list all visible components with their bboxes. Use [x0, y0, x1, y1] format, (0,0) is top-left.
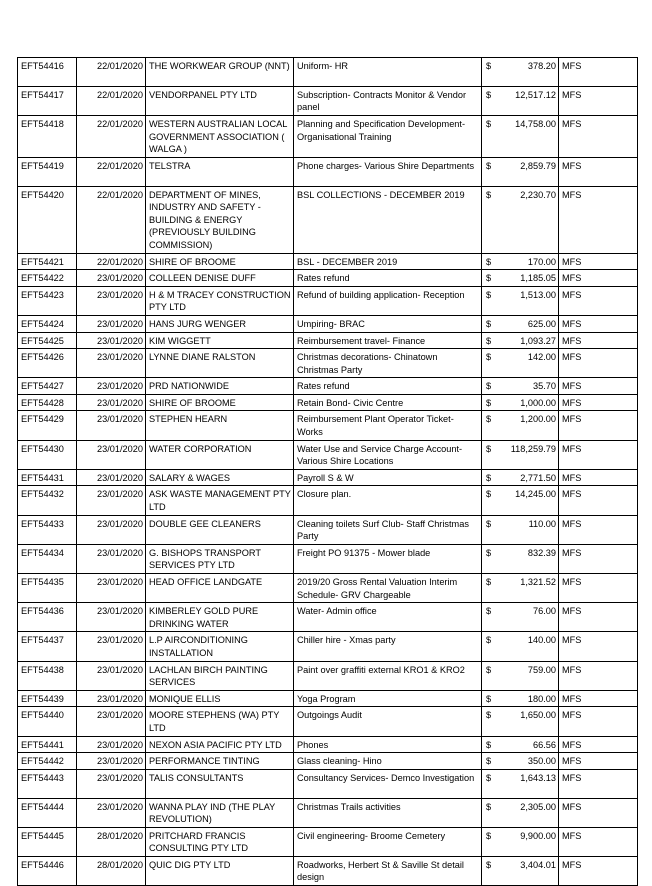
currency-symbol: $ — [486, 381, 492, 392]
payment-description: Reimbursement Plant Operator Ticket- Works — [294, 411, 482, 440]
payment-fund: MFS — [559, 856, 638, 885]
payee-name: WATER CORPORATION — [146, 440, 294, 469]
payment-fund: MFS — [559, 769, 638, 798]
payment-fund: MFS — [559, 378, 638, 395]
payment-date: 23/01/2020 — [77, 736, 146, 753]
payment-date: 23/01/2020 — [77, 661, 146, 690]
currency-symbol: $ — [486, 472, 492, 483]
table-row — [18, 798, 638, 827]
payee-name: COLLEEN DENISE DUFF — [146, 270, 294, 287]
table-row — [18, 574, 638, 603]
payment-ref: EFT54439 — [18, 690, 77, 707]
payee-name: KIMBERLEY GOLD PURE DRINKING WATER — [146, 603, 294, 632]
amount-value: 1,321.52 — [520, 577, 556, 587]
payment-date: 23/01/2020 — [77, 394, 146, 411]
amount-value: 378.20 — [527, 61, 556, 71]
payment-description: Consultancy Services- Demco Investigation — [294, 769, 482, 798]
table-row — [18, 632, 638, 661]
payee-name: LYNNE DIANE RALSTON — [146, 349, 294, 378]
payment-description: Cleaning toilets Surf Club- Staff Christmas Party — [294, 515, 482, 544]
payment-amount — [482, 469, 559, 486]
amount-value: 35.70 — [533, 381, 556, 392]
amount-value: 2,230.70 — [520, 189, 556, 200]
payment-date: 23/01/2020 — [77, 469, 146, 486]
amount-value: 14,245.00 — [515, 489, 556, 500]
payment-amount — [482, 827, 559, 856]
payee-name: SHIRE OF BROOME — [146, 253, 294, 270]
payment-description: Outgoings Audit — [294, 707, 482, 736]
amount-value: 12,517.12 — [515, 89, 556, 100]
payment-ref: EFT54434 — [18, 544, 77, 573]
payee-name: MONIQUE ELLIS — [146, 690, 294, 707]
currency-symbol: $ — [486, 160, 492, 171]
payment-amount — [482, 270, 559, 287]
payee-name: H & M TRACEY CONSTRUCTION PTY LTD — [146, 286, 294, 315]
payment-description: Christmas decorations- Chinatown Christmas Party — [294, 349, 482, 378]
payment-ref: EFT54444 — [18, 798, 77, 827]
table-row — [18, 286, 638, 315]
amount-value: 1,643.13 — [520, 772, 556, 783]
currency-symbol: $ — [486, 693, 492, 704]
payment-ref: EFT54424 — [18, 315, 77, 332]
table-row — [18, 253, 638, 270]
table-row — [18, 736, 638, 753]
payment-fund: MFS — [559, 86, 638, 115]
currency-symbol: $ — [486, 118, 492, 129]
payment-ref: EFT54417 — [18, 86, 77, 115]
amount-value: 832.39 — [527, 547, 556, 558]
payment-fund: MFS — [559, 349, 638, 378]
payment-fund: MFS — [559, 707, 638, 736]
payment-fund: MFS — [559, 603, 638, 632]
payment-date: 23/01/2020 — [77, 603, 146, 632]
amount-value: 110.00 — [528, 518, 556, 529]
payment-date: 23/01/2020 — [77, 707, 146, 736]
table-row — [18, 157, 638, 186]
table-row — [18, 690, 638, 707]
payment-date: 22/01/2020 — [77, 58, 146, 87]
amount-value: 1,093.27 — [520, 335, 556, 346]
table-row — [18, 469, 638, 486]
currency-symbol: $ — [486, 414, 492, 425]
payment-description: Freight PO 91375 - Mower blade — [294, 544, 482, 573]
amount-value: 9,900.00 — [520, 830, 556, 841]
payment-ref: EFT54429 — [18, 411, 77, 440]
currency-symbol: $ — [486, 518, 492, 529]
payment-fund: MFS — [559, 394, 638, 411]
payment-amount — [482, 632, 559, 661]
payment-date: 22/01/2020 — [77, 86, 146, 115]
payment-date: 22/01/2020 — [77, 157, 146, 186]
amount-value: 170.00 — [527, 256, 556, 267]
table-row — [18, 411, 638, 440]
table-row — [18, 394, 638, 411]
payment-fund: MFS — [559, 798, 638, 827]
table-row — [18, 753, 638, 770]
payee-name: PRITCHARD FRANCIS CONSULTING PTY LTD — [146, 827, 294, 856]
payment-ref: EFT54418 — [18, 115, 77, 157]
currency-symbol: $ — [486, 273, 492, 284]
payment-amount — [482, 661, 559, 690]
amount-value: 1,185.05 — [520, 273, 556, 284]
currency-symbol: $ — [486, 61, 492, 71]
payment-fund: MFS — [559, 115, 638, 157]
payment-amount — [482, 798, 559, 827]
payment-date: 23/01/2020 — [77, 315, 146, 332]
currency-symbol: $ — [486, 664, 492, 675]
payment-ref: EFT54438 — [18, 661, 77, 690]
payment-amount — [482, 186, 559, 253]
amount-value: 350.00 — [527, 756, 556, 767]
payment-ref: EFT54423 — [18, 286, 77, 315]
payment-date: 28/01/2020 — [77, 827, 146, 856]
payee-name: TALIS CONSULTANTS — [146, 769, 294, 798]
payments-table — [17, 57, 638, 886]
payment-amount — [482, 574, 559, 603]
payment-ref: EFT54442 — [18, 753, 77, 770]
currency-symbol: $ — [486, 289, 492, 300]
payment-fund: MFS — [559, 315, 638, 332]
currency-symbol: $ — [486, 335, 492, 346]
payment-description: Rates refund — [294, 270, 482, 287]
payment-description: Civil engineering- Broome Cemetery — [294, 827, 482, 856]
payment-date: 23/01/2020 — [77, 632, 146, 661]
amount-value: 76.00 — [533, 606, 556, 617]
payment-amount — [482, 315, 559, 332]
table-row — [18, 603, 638, 632]
amount-value: 2,305.00 — [520, 801, 556, 812]
currency-symbol: $ — [486, 710, 492, 721]
payment-fund: MFS — [559, 186, 638, 253]
payment-amount — [482, 707, 559, 736]
table-row — [18, 332, 638, 349]
table-row — [18, 486, 638, 515]
payment-fund: MFS — [559, 753, 638, 770]
payment-fund: MFS — [559, 253, 638, 270]
payment-fund: MFS — [559, 515, 638, 544]
payment-amount — [482, 515, 559, 544]
payment-amount — [482, 86, 559, 115]
payment-date: 23/01/2020 — [77, 690, 146, 707]
currency-symbol: $ — [486, 489, 492, 500]
table-row — [18, 186, 638, 253]
payment-description: Planning and Specification Development- Organisational Training — [294, 115, 482, 157]
payee-name: L.P AIRCONDITIONING INSTALLATION — [146, 632, 294, 661]
payment-amount — [482, 411, 559, 440]
payment-ref: EFT54446 — [18, 856, 77, 885]
payment-description: BSL - DECEMBER 2019 — [294, 253, 482, 270]
payment-amount — [482, 440, 559, 469]
currency-symbol: $ — [486, 397, 492, 408]
payment-amount — [482, 603, 559, 632]
currency-symbol: $ — [486, 606, 492, 617]
table-row — [18, 58, 638, 87]
payment-ref: EFT54420 — [18, 186, 77, 253]
payment-description: Reimbursement travel- Finance — [294, 332, 482, 349]
payment-description: Uniform- HR — [294, 58, 482, 87]
currency-symbol: $ — [486, 352, 492, 363]
payment-amount — [482, 253, 559, 270]
payment-ref: EFT54427 — [18, 378, 77, 395]
payee-name: DOUBLE GEE CLEANERS — [146, 515, 294, 544]
payment-description: Subscription- Contracts Monitor & Vendor panel — [294, 86, 482, 115]
payment-date: 23/01/2020 — [77, 544, 146, 573]
payment-date: 23/01/2020 — [77, 440, 146, 469]
payment-amount — [482, 349, 559, 378]
payment-ref: EFT54441 — [18, 736, 77, 753]
payee-name: QUIC DIG PTY LTD — [146, 856, 294, 885]
table-row — [18, 856, 638, 885]
table-row — [18, 515, 638, 544]
table-row — [18, 440, 638, 469]
payment-amount — [482, 544, 559, 573]
payment-fund: MFS — [559, 736, 638, 753]
payment-amount — [482, 286, 559, 315]
payment-amount — [482, 332, 559, 349]
payment-description: Umpiring- BRAC — [294, 315, 482, 332]
table-row — [18, 270, 638, 287]
amount-value: 180.00 — [527, 693, 556, 704]
payment-amount — [482, 157, 559, 186]
payee-name: LACHLAN BIRCH PAINTING SERVICES — [146, 661, 294, 690]
payment-description: Rates refund — [294, 378, 482, 395]
payment-date: 23/01/2020 — [77, 798, 146, 827]
amount-value: 118,259.79 — [510, 443, 556, 454]
payment-amount — [482, 58, 559, 87]
payee-name: ASK WASTE MANAGEMENT PTY LTD — [146, 486, 294, 515]
payee-name: SHIRE OF BROOME — [146, 394, 294, 411]
currency-symbol: $ — [486, 772, 492, 783]
payment-date: 23/01/2020 — [77, 574, 146, 603]
payment-description: Chiller hire - Xmas party — [294, 632, 482, 661]
payment-amount — [482, 769, 559, 798]
payment-fund: MFS — [559, 58, 638, 87]
payee-name: NEXON ASIA PACIFIC PTY LTD — [146, 736, 294, 753]
payment-amount — [482, 378, 559, 395]
payment-amount — [482, 736, 559, 753]
payment-description: Refund of building application- Reception — [294, 286, 482, 315]
table-row — [18, 349, 638, 378]
currency-symbol: $ — [486, 443, 492, 454]
payment-fund: MFS — [559, 411, 638, 440]
payment-date: 23/01/2020 — [77, 486, 146, 515]
payment-ref: EFT54437 — [18, 632, 77, 661]
amount-value: 759.00 — [527, 664, 556, 675]
payment-amount — [482, 486, 559, 515]
amount-value: 1,650.00 — [520, 710, 556, 721]
amount-value: 2,771.50 — [520, 472, 556, 483]
payment-description: BSL COLLECTIONS - DECEMBER 2019 — [294, 186, 482, 253]
payment-ref: EFT54416 — [18, 58, 77, 87]
payment-description: Closure plan. — [294, 486, 482, 515]
payee-name: G. BISHOPS TRANSPORT SERVICES PTY LTD — [146, 544, 294, 573]
payment-ref: EFT54425 — [18, 332, 77, 349]
payment-description: Yoga Program — [294, 690, 482, 707]
payee-name: KIM WIGGETT — [146, 332, 294, 349]
payment-date: 23/01/2020 — [77, 270, 146, 287]
payment-description: Retain Bond- Civic Centre — [294, 394, 482, 411]
payee-name: DEPARTMENT OF MINES, INDUSTRY AND SAFETY - BUILDING & ENERGY (PREVIOUSLY BUILDING COMMISSION) — [146, 186, 294, 253]
table-row — [18, 661, 638, 690]
currency-symbol: $ — [486, 318, 492, 329]
currency-symbol: $ — [486, 189, 492, 200]
payment-amount — [482, 856, 559, 885]
currency-symbol: $ — [486, 89, 492, 100]
currency-symbol: $ — [486, 547, 492, 558]
table-row — [18, 86, 638, 115]
amount-value: 3,404.01 — [520, 859, 556, 870]
payment-description: Roadworks, Herbert St & Saville St detail design — [294, 856, 482, 885]
currency-symbol: $ — [486, 801, 492, 812]
payment-date: 23/01/2020 — [77, 332, 146, 349]
payment-description: Water Use and Service Charge Account- Various Shire Locations — [294, 440, 482, 469]
payment-fund: MFS — [559, 157, 638, 186]
payment-date: 22/01/2020 — [77, 253, 146, 270]
currency-symbol: $ — [486, 830, 492, 841]
payment-amount — [482, 115, 559, 157]
payment-ref: EFT54440 — [18, 707, 77, 736]
amount-value: 625.00 — [527, 318, 556, 329]
payment-fund: MFS — [559, 286, 638, 315]
table-row — [18, 707, 638, 736]
amount-value: 1,200.00 — [520, 414, 556, 425]
payment-date: 23/01/2020 — [77, 411, 146, 440]
table-row — [18, 115, 638, 157]
payment-fund: MFS — [559, 486, 638, 515]
payment-ref: EFT54426 — [18, 349, 77, 378]
currency-symbol: $ — [486, 635, 492, 646]
payment-ref: EFT54421 — [18, 253, 77, 270]
payment-description: Glass cleaning- Hino — [294, 753, 482, 770]
amount-value: 1,000.00 — [520, 397, 556, 408]
payment-ref: EFT54445 — [18, 827, 77, 856]
amount-value: 66.56 — [533, 739, 556, 750]
payment-fund: MFS — [559, 332, 638, 349]
currency-symbol: $ — [486, 859, 492, 870]
currency-symbol: $ — [486, 756, 492, 767]
payment-amount — [482, 394, 559, 411]
payment-date: 28/01/2020 — [77, 856, 146, 885]
amount-value: 1,513.00 — [520, 289, 556, 300]
payment-fund: MFS — [559, 544, 638, 573]
payment-description: 2019/20 Gross Rental Valuation Interim Schedule- GRV Chargeable — [294, 574, 482, 603]
table-row — [18, 315, 638, 332]
payment-ref: EFT54435 — [18, 574, 77, 603]
payment-ref: EFT54430 — [18, 440, 77, 469]
amount-value: 140.00 — [527, 635, 556, 646]
payee-name: PERFORMANCE TINTING — [146, 753, 294, 770]
payment-date: 23/01/2020 — [77, 515, 146, 544]
payment-ref: EFT54436 — [18, 603, 77, 632]
payment-date: 23/01/2020 — [77, 286, 146, 315]
payment-date: 23/01/2020 — [77, 769, 146, 798]
payee-name: WANNA PLAY IND (THE PLAY REVOLUTION) — [146, 798, 294, 827]
payee-name: STEPHEN HEARN — [146, 411, 294, 440]
payment-ref: EFT54422 — [18, 270, 77, 287]
payment-date: 23/01/2020 — [77, 753, 146, 770]
payment-description: Phone charges- Various Shire Departments — [294, 157, 482, 186]
payment-description: Payroll S & W — [294, 469, 482, 486]
payment-ref: EFT54432 — [18, 486, 77, 515]
payment-amount — [482, 753, 559, 770]
payee-name: PRD NATIONWIDE — [146, 378, 294, 395]
payment-ref: EFT54431 — [18, 469, 77, 486]
payment-ref: EFT54419 — [18, 157, 77, 186]
currency-symbol: $ — [486, 739, 492, 750]
table-row — [18, 827, 638, 856]
payment-fund: MFS — [559, 440, 638, 469]
payment-fund: MFS — [559, 469, 638, 486]
payment-date: 23/01/2020 — [77, 378, 146, 395]
payee-name: SALARY & WAGES — [146, 469, 294, 486]
payee-name: WESTERN AUSTRALIAN LOCAL GOVERNMENT ASSOCIATION ( WALGA ) — [146, 115, 294, 157]
payee-name: THE WORKWEAR GROUP (NNT) — [146, 58, 294, 87]
currency-symbol: $ — [486, 577, 492, 587]
table-row — [18, 378, 638, 395]
payment-fund: MFS — [559, 270, 638, 287]
payment-amount — [482, 690, 559, 707]
payment-description: Water- Admin office — [294, 603, 482, 632]
payment-fund: MFS — [559, 690, 638, 707]
payments-table-body — [18, 58, 638, 886]
payment-ref: EFT54443 — [18, 769, 77, 798]
payment-description: Phones — [294, 736, 482, 753]
payment-date: 23/01/2020 — [77, 349, 146, 378]
payee-name: TELSTRA — [146, 157, 294, 186]
amount-value: 2,859.79 — [520, 160, 556, 171]
payee-name: HANS JURG WENGER — [146, 315, 294, 332]
payee-name: MOORE STEPHENS (WA) PTY LTD — [146, 707, 294, 736]
payment-fund: MFS — [559, 632, 638, 661]
amount-value: 142.00 — [527, 352, 556, 363]
payment-description: Paint over graffiti external KRO1 & KRO2 — [294, 661, 482, 690]
payment-fund: MFS — [559, 827, 638, 856]
amount-value: 14,758.00 — [515, 118, 556, 129]
payments-page — [17, 57, 637, 886]
payment-date: 22/01/2020 — [77, 186, 146, 253]
payment-fund: MFS — [559, 661, 638, 690]
currency-symbol: $ — [486, 256, 492, 267]
payment-ref: EFT54433 — [18, 515, 77, 544]
payment-fund: MFS — [559, 574, 638, 603]
table-row — [18, 769, 638, 798]
payment-ref: EFT54428 — [18, 394, 77, 411]
payee-name: HEAD OFFICE LANDGATE — [146, 574, 294, 603]
payment-description: Christmas Trails activities — [294, 798, 482, 827]
payment-date: 22/01/2020 — [77, 115, 146, 157]
payee-name: VENDORPANEL PTY LTD — [146, 86, 294, 115]
table-row — [18, 544, 638, 573]
